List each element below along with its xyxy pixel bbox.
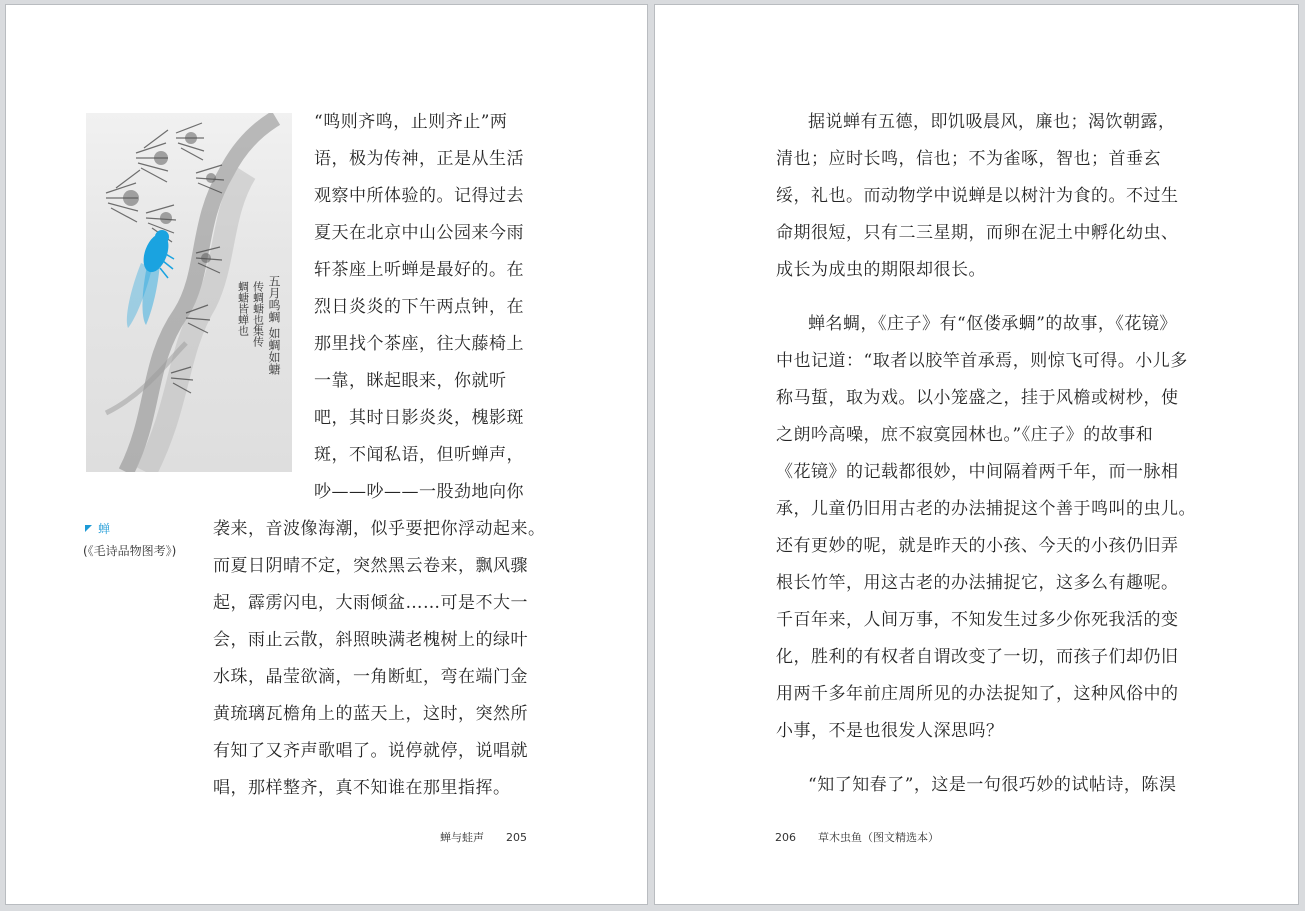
text-line: 根长竹竿，用这古老的办法捕捉它，这多么有趣呢。 (776, 573, 1179, 593)
text-line: 会，雨止云散，斜照映满老槐树上的绿叶 (213, 630, 528, 650)
folio-right (775, 829, 939, 845)
triangle-marker-icon (85, 525, 92, 532)
text-line: 成长为成虫的期限却很长。 (776, 260, 986, 280)
folio-left (440, 829, 527, 845)
text-line: 清也；应时长鸣，信也；不为雀啄，智也；首垂玄 (776, 149, 1161, 169)
text-line: 袭来，音波像海潮，似乎要把你浮动起来。 (213, 519, 546, 539)
text-line: 《花镜》的记载都很妙，中间隔着两千年，而一脉相 (776, 462, 1179, 482)
text-line: 一靠，眯起眼来，你就听 (314, 371, 507, 391)
text-line: 观察中所体验的。记得过去 (314, 186, 524, 206)
inscription-col-2: 传蜩螗也集传 (251, 281, 265, 347)
text-line: 绥，礼也。而动物学中说蝉是以树汁为食的。不过生 (776, 186, 1179, 206)
text-line: 那里找个茶座，往大藤椅上 (314, 334, 524, 354)
text-line: 而夏日阴晴不定，突然黑云卷来，飘风骤 (213, 556, 528, 576)
cicada-figure (127, 230, 174, 328)
text-line: 语，极为传神，正是从生活 (314, 149, 524, 169)
running-head: 草木虫鱼（图文精选本） (818, 831, 939, 844)
figure-caption-source: (《毛诗品物图考》) (83, 544, 177, 558)
text-line: 烈日炎炎的下午两点钟，在 (314, 297, 524, 317)
page-number: 206 (775, 831, 796, 844)
text-line: 承，儿童仍旧用古老的办法捕捉这个善于鸣叫的虫儿。 (776, 499, 1196, 519)
cicada-illustration (86, 113, 292, 472)
text-line: 黄琉璃瓦檐角上的蓝天上，这时，突然所 (213, 704, 528, 724)
left-page (5, 4, 648, 905)
text-line: 小事，不是也很发人深思吗？ (776, 721, 1004, 741)
text-line: 之朗吟高噪，庶不寂寞园林也。”《庄子》的故事和 (776, 425, 1154, 445)
text-line: 夏天在北京中山公园来今雨 (314, 223, 524, 243)
text-line: 称马蜇，取为戏。以小笼盛之，挂于风檐或树杪，使 (776, 388, 1179, 408)
text-line: 中也记道：“取者以胶竿首承焉，则惊飞可得。小儿多 (776, 351, 1188, 371)
text-line: 吵——吵——一股劲地向你 (314, 482, 524, 502)
text-line: 用两千多年前庄周所见的办法捉知了，这种风俗中的 (776, 684, 1179, 704)
text-line: 还有更妙的呢，就是昨天的小孩、今天的小孩仍旧弄 (776, 536, 1179, 556)
text-line: 吧，其时日影炎炎，槐影斑 (314, 408, 524, 428)
text-line: “知了知春了”，这是一句很巧妙的试帖诗，陈淏 (808, 775, 1177, 795)
text-line: 化，胜利的有权者自谓改变了一切，而孩子们却仍旧 (776, 647, 1179, 667)
right-page (654, 4, 1299, 905)
text-line: 斑，不闻私语，但听蝉声， (314, 445, 524, 465)
text-line: 轩茶座上听蝉是最好的。在 (314, 260, 524, 280)
text-line: 据说蝉有五德，即饥吸晨风，廉也；渴饮朝露， (808, 112, 1176, 132)
page-number: 205 (506, 831, 527, 844)
inscription-col-3: 蜩螗皆蝉也 (236, 281, 250, 336)
text-line: 唱，那样整齐，真不知谁在那里指挥。 (213, 778, 511, 798)
caption-title-text: 蝉 (98, 522, 111, 536)
text-line: 起，霹雳闪电，大雨倾盆……可是不大一 (213, 593, 528, 613)
text-line: 有知了又齐声歌唱了。说停就停，说唱就 (213, 741, 528, 761)
figure-caption-title (85, 520, 110, 537)
running-head: 蝉与蛙声 (440, 831, 484, 844)
ink-painting (86, 113, 292, 472)
inscription-col-1: 五月鸣蜩 如蜩如螗 (267, 275, 281, 375)
text-line: “鸣则齐鸣，止则齐止”两 (314, 112, 508, 132)
text-line: 蝉名蜩，《庄子》有“伛偻承蜩”的故事，《花镜》 (808, 314, 1177, 334)
text-line: 命期很短，只有二三星期，而卵在泥土中孵化幼虫、 (776, 223, 1179, 243)
text-line: 水珠，晶莹欲滴，一角断虹，弯在端门金 (213, 667, 528, 687)
text-line: 千百年来，人间万事，不知发生过多少你死我活的变 (776, 610, 1179, 630)
